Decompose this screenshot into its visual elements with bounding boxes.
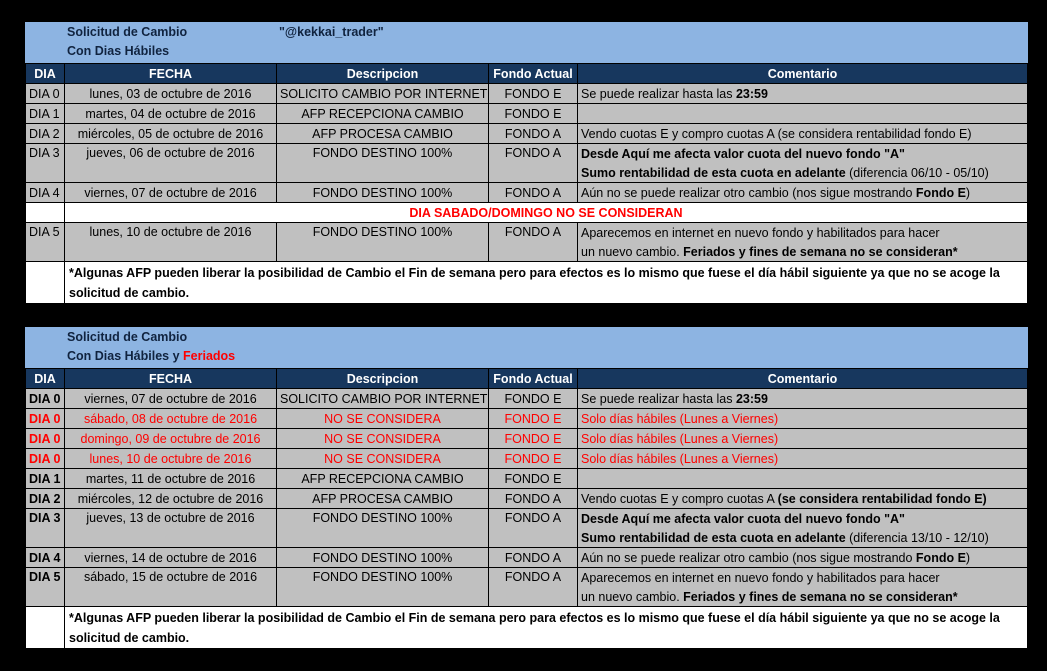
- title-text: Con Dias Hábiles y: [67, 349, 184, 363]
- desc-cell: AFP RECEPCIONA CAMBIO: [277, 104, 489, 124]
- weekend-row: [26, 203, 1028, 223]
- desc-cell: SOLICITO CAMBIO POR INTERNET: [277, 389, 489, 409]
- comment-text: (diferencia 13/10 - 12/10): [845, 530, 989, 545]
- desc-cell: FONDO DESTINO 100%: [277, 223, 489, 262]
- title-line-1: Solicitud de Cambio: [67, 330, 188, 344]
- dia-cell: DIA 4: [26, 183, 65, 203]
- comment-text: Aún no se puede realizar otro cambio (nos sigue mostrando: [581, 185, 916, 200]
- desc-cell: NO SE CONSIDERA: [277, 409, 489, 429]
- comentario-cell: [578, 183, 1028, 203]
- fecha-cell: jueves, 06 de octubre de 2016: [65, 144, 277, 183]
- empty-cell: [26, 262, 65, 304]
- table-row: [26, 84, 1028, 104]
- dia-cell: DIA 1: [26, 104, 65, 124]
- table-row: [26, 429, 1028, 449]
- fondo-cell: FONDO A: [489, 568, 578, 607]
- dia-cell: DIA 0: [26, 389, 65, 409]
- table-row: [26, 409, 1028, 429]
- fondo-cell: FONDO E: [489, 409, 578, 429]
- header-row: [26, 64, 1028, 84]
- col-dia: DIA: [26, 64, 65, 84]
- desc-cell: NO SE CONSIDERA: [277, 429, 489, 449]
- dia-cell: DIA 0: [26, 429, 65, 449]
- footnote: *Algunas AFP pueden liberar la posibilidad de Cambio el Fin de semana pero para efectos es lo mismo que fuese el día hábil siguiente ya que no se acoge la solicitud de cambio.: [65, 607, 1028, 649]
- dia-cell: DIA 2: [26, 124, 65, 144]
- fondo-cell: FONDO E: [489, 104, 578, 124]
- dia-cell: DIA 3: [26, 144, 65, 183]
- author-handle: "@kekkai_trader": [279, 25, 384, 39]
- table-row: [26, 124, 1028, 144]
- fecha-cell: domingo, 09 de octubre de 2016: [65, 429, 277, 449]
- fondo-cell: FONDO A: [489, 223, 578, 262]
- fecha-cell: miércoles, 05 de octubre de 2016: [65, 124, 277, 144]
- desc-cell: SOLICITO CAMBIO POR INTERNET: [277, 84, 489, 104]
- comment-text: ): [965, 185, 971, 200]
- col-comentario: Comentario: [578, 369, 1028, 389]
- comentario-cell: [578, 104, 1028, 124]
- fecha-cell: jueves, 13 de octubre de 2016: [65, 509, 277, 548]
- table-row: [26, 144, 1028, 164]
- dia-cell: DIA 0: [26, 409, 65, 429]
- col-fecha: FECHA: [65, 64, 277, 84]
- table-row: [26, 104, 1028, 124]
- comentario-cell: [578, 587, 1028, 607]
- comentario-cell: [578, 548, 1028, 568]
- dia-cell: DIA 1: [26, 469, 65, 489]
- empty-cell: [26, 203, 65, 223]
- col-descripcion: Descripcion: [277, 64, 489, 84]
- comentario-cell: [578, 469, 1028, 489]
- header-row: [26, 369, 1028, 389]
- comment-bold: Fondo E: [915, 185, 966, 200]
- fecha-cell: viernes, 07 de octubre de 2016: [65, 389, 277, 409]
- comment-bold: Sumo rentabilidad de esta cuota en adelante: [581, 530, 846, 545]
- dia-cell: DIA 2: [26, 489, 65, 509]
- table-block-1: [25, 22, 1028, 304]
- title-line-1: Solicitud de Cambio: [67, 25, 188, 39]
- comentario-cell: [578, 528, 1028, 548]
- table-row: [26, 223, 1028, 243]
- col-dia: DIA: [26, 369, 65, 389]
- col-fondo: Fondo Actual: [489, 369, 578, 389]
- dia-cell: DIA 0: [26, 84, 65, 104]
- title-line-2: Con Dias Hábiles: [67, 44, 170, 58]
- comment-text: Vendo cuotas E y compro cuotas A: [581, 491, 778, 506]
- comentario-cell: Desde Aquí me afecta valor cuota del nuevo fondo "A": [578, 144, 1028, 164]
- fecha-cell: lunes, 10 de octubre de 2016: [65, 449, 277, 469]
- desc-cell: AFP RECEPCIONA CAMBIO: [277, 469, 489, 489]
- comment-text: Se puede realizar hasta las: [581, 86, 736, 101]
- fecha-cell: lunes, 10 de octubre de 2016: [65, 223, 277, 262]
- comment-bold: Fondo E: [915, 550, 966, 565]
- dia-cell: DIA 0: [26, 449, 65, 469]
- table-row: [26, 389, 1028, 409]
- table-row: [26, 469, 1028, 489]
- fondo-cell: FONDO A: [489, 489, 578, 509]
- comment-text: Aún no se puede realizar otro cambio (nos sigue mostrando: [581, 550, 916, 565]
- desc-cell: FONDO DESTINO 100%: [277, 183, 489, 203]
- fecha-cell: miércoles, 12 de octubre de 2016: [65, 489, 277, 509]
- comment-text: un nuevo cambio.: [581, 244, 684, 259]
- comentario-cell: [578, 489, 1028, 509]
- comment-bold: 23:59: [735, 391, 768, 406]
- table-row: [26, 568, 1028, 588]
- desc-cell: AFP PROCESA CAMBIO: [277, 124, 489, 144]
- table-row: [26, 489, 1028, 509]
- comentario-cell: Aparecemos en internet en nuevo fondo y habilitados para hacer: [578, 568, 1028, 588]
- comentario-cell: Solo días hábiles (Lunes a Viernes): [578, 429, 1028, 449]
- dia-cell: DIA 3: [26, 509, 65, 548]
- col-comentario: Comentario: [578, 64, 1028, 84]
- comentario-cell: [578, 242, 1028, 262]
- comment-text: un nuevo cambio.: [581, 589, 684, 604]
- footnote: *Algunas AFP pueden liberar la posibilidad de Cambio el Fin de semana pero para efectos es lo mismo que fuese el día hábil siguiente ya que no se acoge la solicitud de cambio.: [65, 262, 1028, 304]
- fondo-cell: FONDO A: [489, 509, 578, 548]
- table-2-title: [25, 327, 1028, 368]
- weekend-note: DIA SABADO/DOMINGO NO SE CONSIDERAN: [65, 203, 1028, 223]
- comentario-cell: Desde Aquí me afecta valor cuota del nuevo fondo "A": [578, 509, 1028, 529]
- table-1-title: [25, 22, 1028, 63]
- fecha-cell: martes, 11 de octubre de 2016: [65, 469, 277, 489]
- desc-cell: FONDO DESTINO 100%: [277, 144, 489, 183]
- comentario-cell: Solo días hábiles (Lunes a Viernes): [578, 409, 1028, 429]
- fecha-cell: martes, 04 de octubre de 2016: [65, 104, 277, 124]
- fondo-cell: FONDO A: [489, 183, 578, 203]
- col-fondo: Fondo Actual: [489, 64, 578, 84]
- fondo-cell: FONDO A: [489, 124, 578, 144]
- fecha-cell: sábado, 15 de octubre de 2016: [65, 568, 277, 607]
- comentario-cell: [578, 84, 1028, 104]
- footnote-row: [26, 262, 1028, 304]
- fecha-cell: sábado, 08 de octubre de 2016: [65, 409, 277, 429]
- fondo-cell: FONDO A: [489, 548, 578, 568]
- desc-cell: FONDO DESTINO 100%: [277, 568, 489, 607]
- title-red-text: Feriados: [183, 349, 236, 363]
- fondo-cell: FONDO E: [489, 429, 578, 449]
- comentario-cell: [578, 389, 1028, 409]
- desc-cell: AFP PROCESA CAMBIO: [277, 489, 489, 509]
- comment-text: Se puede realizar hasta las: [581, 391, 736, 406]
- fecha-cell: lunes, 03 de octubre de 2016: [65, 84, 277, 104]
- comment-bold: Feriados y fines de semana no se consideran*: [683, 589, 958, 604]
- comentario-cell: Aparecemos en internet en nuevo fondo y habilitados para hacer: [578, 223, 1028, 243]
- fondo-cell: FONDO E: [489, 469, 578, 489]
- fecha-cell: viernes, 14 de octubre de 2016: [65, 548, 277, 568]
- comment-bold: Sumo rentabilidad de esta cuota en adelante: [581, 165, 846, 180]
- table-row: [26, 509, 1028, 529]
- comment-text: (diferencia 06/10 - 05/10): [845, 165, 989, 180]
- table-block-2: [25, 327, 1028, 649]
- dia-cell: DIA 4: [26, 548, 65, 568]
- schedule-table-2: [25, 368, 1028, 649]
- table-row: [26, 449, 1028, 469]
- empty-cell: [26, 607, 65, 649]
- dia-cell: DIA 5: [26, 223, 65, 262]
- fondo-cell: FONDO E: [489, 389, 578, 409]
- comentario-cell: Solo días hábiles (Lunes a Viernes): [578, 449, 1028, 469]
- col-descripcion: Descripcion: [277, 369, 489, 389]
- desc-cell: FONDO DESTINO 100%: [277, 509, 489, 548]
- footnote-row: [26, 607, 1028, 649]
- dia-cell: DIA 5: [26, 568, 65, 607]
- comentario-cell: [578, 163, 1028, 183]
- comment-bold: 23:59: [735, 86, 768, 101]
- comment-text: ): [965, 550, 971, 565]
- schedule-table-1: [25, 63, 1028, 304]
- desc-cell: FONDO DESTINO 100%: [277, 548, 489, 568]
- comment-bold: Feriados y fines de semana no se consideran*: [683, 244, 958, 259]
- comentario-cell: Vendo cuotas E y compro cuotas A (se considera rentabilidad fondo E): [578, 124, 1028, 144]
- fecha-cell: viernes, 07 de octubre de 2016: [65, 183, 277, 203]
- desc-cell: NO SE CONSIDERA: [277, 449, 489, 469]
- table-row: [26, 548, 1028, 568]
- fondo-cell: FONDO A: [489, 144, 578, 183]
- title-line-2: [67, 349, 235, 363]
- col-fecha: FECHA: [65, 369, 277, 389]
- fondo-cell: FONDO E: [489, 84, 578, 104]
- table-row: [26, 183, 1028, 203]
- comment-bold: (se considera rentabilidad fondo E): [777, 491, 987, 506]
- fondo-cell: FONDO E: [489, 449, 578, 469]
